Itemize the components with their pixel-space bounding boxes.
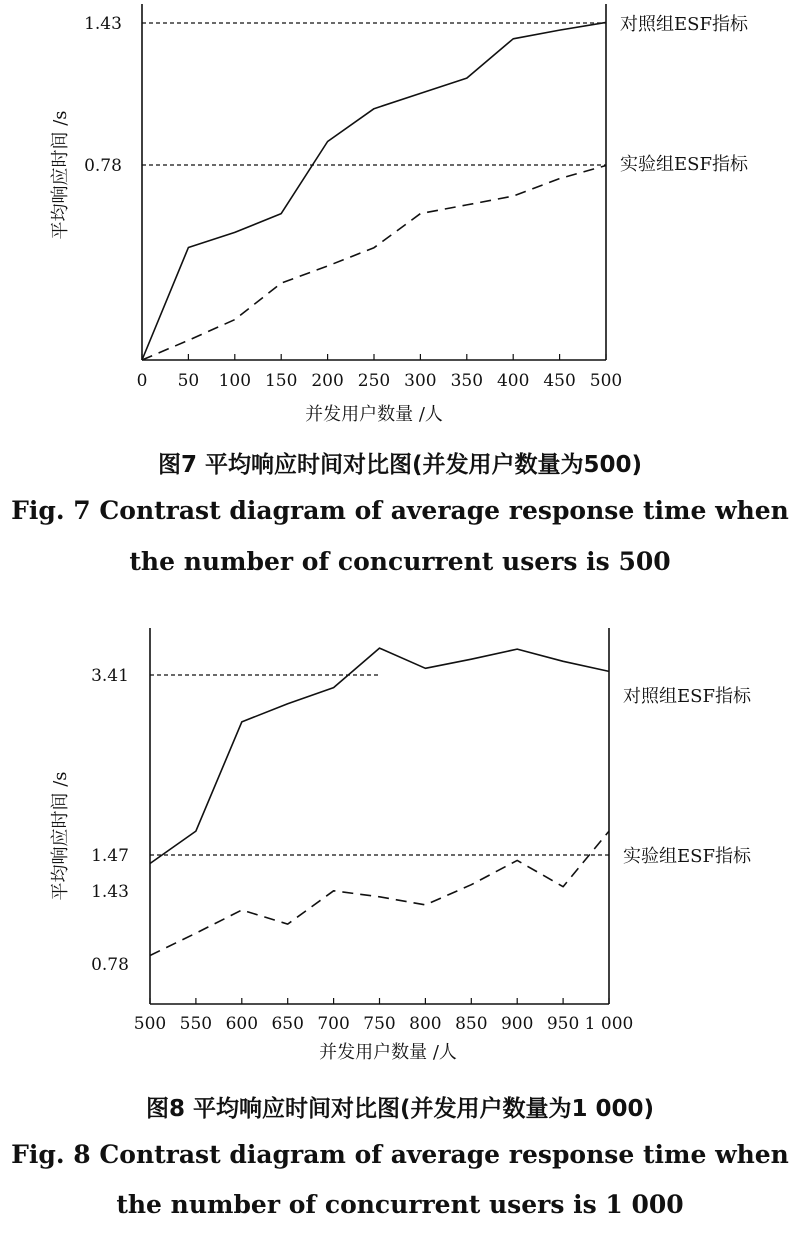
figure-7-caption-en-line2: the number of concurrent users is 500 xyxy=(129,547,671,576)
series-group xyxy=(150,648,609,955)
y-tick-label: 1.43 xyxy=(91,882,129,902)
x-tick-label: 650 xyxy=(271,1014,304,1034)
x-tick-label: 400 xyxy=(496,371,530,391)
y-axis-ticks xyxy=(91,666,129,975)
legend-label-experimental: 实验组ESF指标 xyxy=(623,846,751,867)
y-tick-label: 0.78 xyxy=(91,955,129,975)
x-tick-label: 100 xyxy=(218,371,252,391)
plot-frame xyxy=(150,628,609,1004)
figure-7-caption-zh: 图7 平均响应时间对比图(并发用户数量为500) xyxy=(157,452,643,478)
x-tick-label: 150 xyxy=(264,371,298,391)
y-tick-label: 0.78 xyxy=(84,156,122,176)
y-axis-label: 平均响应时间 /s xyxy=(50,110,71,240)
x-tick-label: 350 xyxy=(450,371,484,391)
legend-labels xyxy=(620,14,749,175)
x-tick-label: 500 xyxy=(133,1014,167,1034)
series-line-experimental xyxy=(150,831,609,955)
figure-7-chart xyxy=(0,0,800,440)
series-line-control xyxy=(150,648,609,863)
y-tick-label: 1.43 xyxy=(84,14,122,34)
x-tick-label: 950 xyxy=(546,1014,580,1034)
x-tick-label: 700 xyxy=(317,1014,350,1034)
x-tick-label: 50 xyxy=(177,371,200,391)
figure-7-caption-en-line1: Fig. 7 Contrast diagram of average response time when xyxy=(11,496,789,525)
legend-label-experimental: 实验组ESF指标 xyxy=(620,154,748,175)
x-tick-label: 600 xyxy=(225,1014,259,1034)
x-tick-label: 1 000 xyxy=(584,1014,634,1034)
legend-labels xyxy=(623,686,752,867)
figure-8-chart xyxy=(0,620,800,1070)
figure-8-caption-en-line1: Fig. 8 Contrast diagram of average response time when xyxy=(11,1140,789,1169)
figure-8-caption-zh: 图8 平均响应时间对比图(并发用户数量为1 000) xyxy=(145,1096,655,1122)
figure-8-caption-en-line2: the number of concurrent users is 1 000 xyxy=(116,1190,684,1219)
reference-lines xyxy=(150,675,609,855)
series-line-experimental xyxy=(142,166,606,361)
x-tick-label: 550 xyxy=(179,1014,213,1034)
series-line-control xyxy=(142,22,606,360)
x-tick-label: 800 xyxy=(409,1014,442,1034)
reference-lines xyxy=(142,23,606,165)
x-tick-label: 0 xyxy=(136,371,148,391)
series-group xyxy=(142,22,606,360)
x-tick-label: 450 xyxy=(543,371,576,391)
plot-frame xyxy=(142,4,606,360)
x-tick-label: 850 xyxy=(455,1014,488,1034)
x-axis-label: 并发用户数量 /人 xyxy=(319,1042,457,1063)
x-tick-label: 750 xyxy=(363,1014,396,1034)
y-axis-ticks xyxy=(84,14,122,176)
x-tick-label: 300 xyxy=(404,371,437,391)
x-tick-label: 200 xyxy=(311,371,344,391)
x-tick-label: 900 xyxy=(500,1014,534,1034)
legend-label-control: 对照组ESF指标 xyxy=(623,686,751,707)
x-tick-label: 500 xyxy=(589,371,623,391)
y-tick-label: 3.41 xyxy=(91,666,129,686)
x-axis-label: 并发用户数量 /人 xyxy=(305,404,443,425)
y-tick-label: 1.47 xyxy=(91,846,129,866)
legend-label-control: 对照组ESF指标 xyxy=(620,14,748,35)
y-axis-label: 平均响应时间 /s xyxy=(50,771,71,901)
x-tick-label: 250 xyxy=(357,371,391,391)
